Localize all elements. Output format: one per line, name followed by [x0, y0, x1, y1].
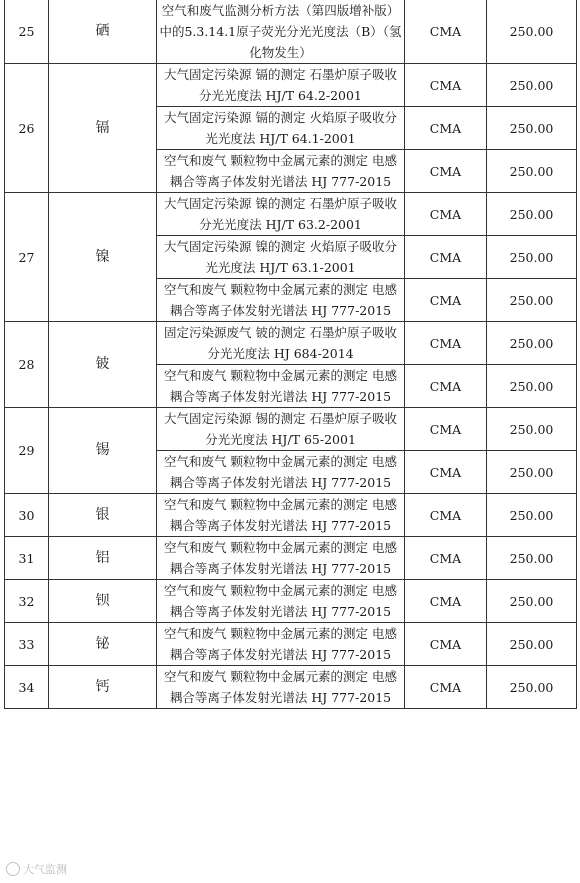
element-cell: 锡 [49, 408, 157, 494]
price-table [4, 0, 577, 709]
price-cell: 250.00 [487, 365, 577, 408]
row-number-cell: 26 [5, 64, 49, 193]
certification-cell: CMA [405, 193, 487, 236]
table-row [5, 322, 577, 365]
method-standard-cell: 大气固定污染源 镉的测定 石墨炉原子吸收分光光度法 HJ/T 64.2-2001 [157, 64, 405, 107]
table-row [5, 623, 577, 666]
row-number-cell: 33 [5, 623, 49, 666]
certification-cell: CMA [405, 666, 487, 709]
price-cell: 250.00 [487, 623, 577, 666]
method-standard-cell: 大气固定污染源 镍的测定 石墨炉原子吸收分光光度法 HJ/T 63.2-2001 [157, 193, 405, 236]
certification-cell: CMA [405, 322, 487, 365]
method-standard-cell: 空气和废气 颗粒物中金属元素的测定 电感耦合等离子体发射光谱法 HJ 777-2015 [157, 580, 405, 623]
certification-cell: CMA [405, 236, 487, 279]
price-cell: 250.00 [487, 408, 577, 451]
certification-cell: CMA [405, 365, 487, 408]
price-cell: 250.00 [487, 150, 577, 193]
certification-cell: CMA [405, 537, 487, 580]
price-cell: 250.00 [487, 537, 577, 580]
price-cell: 250.00 [487, 451, 577, 494]
element-cell: 镍 [49, 193, 157, 322]
element-cell: 硒 [49, 0, 157, 64]
method-standard-cell: 空气和废气 颗粒物中金属元素的测定 电感耦合等离子体发射光谱法 HJ 777-2015 [157, 279, 405, 322]
method-standard-cell: 空气和废气监测分析方法（第四版增补版）中的5.3.14.1原子荧光分光光度法（B）（氢化物发生） [157, 0, 405, 64]
row-number-cell: 34 [5, 666, 49, 709]
row-number-cell: 32 [5, 580, 49, 623]
price-cell: 250.00 [487, 494, 577, 537]
method-standard-cell: 空气和废气 颗粒物中金属元素的测定 电感耦合等离子体发射光谱法 HJ 777-2015 [157, 494, 405, 537]
certification-cell: CMA [405, 150, 487, 193]
row-number-cell: 29 [5, 408, 49, 494]
certification-cell: CMA [405, 623, 487, 666]
price-cell: 250.00 [487, 64, 577, 107]
price-cell: 250.00 [487, 580, 577, 623]
table-row [5, 193, 577, 236]
table-row [5, 64, 577, 107]
certification-cell: CMA [405, 64, 487, 107]
element-cell: 钡 [49, 580, 157, 623]
certification-cell: CMA [405, 580, 487, 623]
row-number-cell: 27 [5, 193, 49, 322]
method-standard-cell: 空气和废气 颗粒物中金属元素的测定 电感耦合等离子体发射光谱法 HJ 777-2015 [157, 451, 405, 494]
row-number-cell: 25 [5, 0, 49, 64]
method-standard-cell: 空气和废气 颗粒物中金属元素的测定 电感耦合等离子体发射光谱法 HJ 777-2015 [157, 537, 405, 580]
row-number-cell: 28 [5, 322, 49, 408]
price-cell: 250.00 [487, 279, 577, 322]
price-cell: 250.00 [487, 666, 577, 709]
row-number-cell: 30 [5, 494, 49, 537]
method-standard-cell: 空气和废气 颗粒物中金属元素的测定 电感耦合等离子体发射光谱法 HJ 777-2015 [157, 150, 405, 193]
table-row [5, 0, 577, 64]
price-cell: 250.00 [487, 0, 577, 64]
element-cell: 钙 [49, 666, 157, 709]
price-cell: 250.00 [487, 107, 577, 150]
price-cell: 250.00 [487, 236, 577, 279]
element-cell: 镉 [49, 64, 157, 193]
table-row [5, 494, 577, 537]
table-row [5, 666, 577, 709]
table-row [5, 580, 577, 623]
element-cell: 铝 [49, 537, 157, 580]
price-cell: 250.00 [487, 193, 577, 236]
table-row [5, 408, 577, 451]
certification-cell: CMA [405, 408, 487, 451]
row-number-cell: 31 [5, 537, 49, 580]
method-standard-cell: 大气固定污染源 锡的测定 石墨炉原子吸收分光光度法 HJ/T 65-2001 [157, 408, 405, 451]
method-standard-cell: 大气固定污染源 镍的测定 火焰原子吸收分光光度法 HJ/T 63.1-2001 [157, 236, 405, 279]
certification-cell: CMA [405, 107, 487, 150]
certification-cell: CMA [405, 0, 487, 64]
method-standard-cell: 大气固定污染源 镉的测定 火焰原子吸收分光光度法 HJ/T 64.1-2001 [157, 107, 405, 150]
method-standard-cell: 空气和废气 颗粒物中金属元素的测定 电感耦合等离子体发射光谱法 HJ 777-2015 [157, 623, 405, 666]
method-standard-cell: 空气和废气 颗粒物中金属元素的测定 电感耦合等离子体发射光谱法 HJ 777-2015 [157, 666, 405, 709]
watermark-text: 大气监测 [23, 863, 67, 876]
table-row [5, 537, 577, 580]
watermark [6, 861, 67, 877]
price-cell: 250.00 [487, 322, 577, 365]
table-body [5, 0, 577, 709]
certification-cell: CMA [405, 451, 487, 494]
watermark-logo-icon [6, 862, 20, 876]
element-cell: 铋 [49, 623, 157, 666]
element-cell: 铍 [49, 322, 157, 408]
method-standard-cell: 空气和废气 颗粒物中金属元素的测定 电感耦合等离子体发射光谱法 HJ 777-2015 [157, 365, 405, 408]
element-cell: 银 [49, 494, 157, 537]
method-standard-cell: 固定污染源废气 铍的测定 石墨炉原子吸收分光光度法 HJ 684-2014 [157, 322, 405, 365]
certification-cell: CMA [405, 494, 487, 537]
certification-cell: CMA [405, 279, 487, 322]
